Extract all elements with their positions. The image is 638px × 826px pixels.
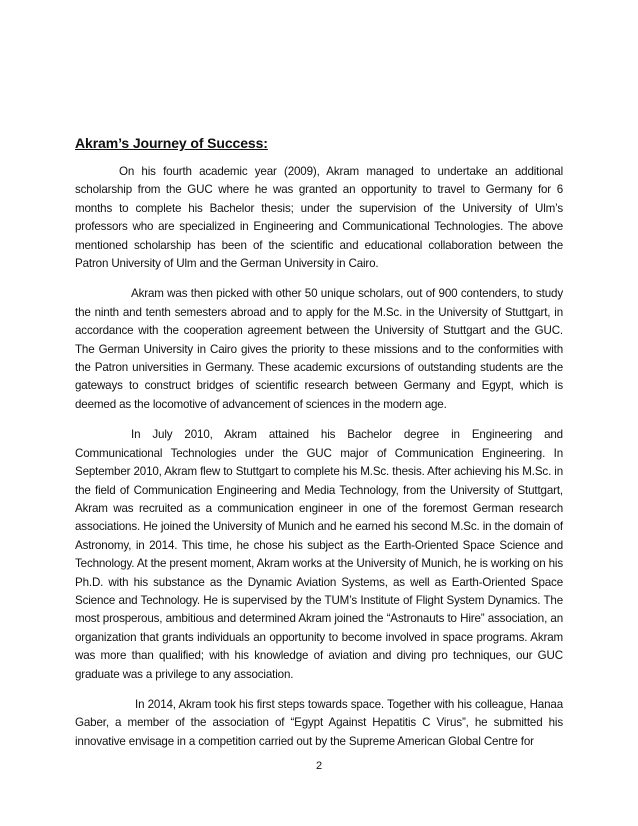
body-text [75, 163, 563, 763]
paragraph-stuttgart-selection: Akram was then picked with other 50 unique scholars, out of 900 contenders, to study the ninth and tenth semesters abroad and to apply for the M.Sc. in the University of Stuttgart, in accordance with the cooperation agreement between the University of Stuttgart and the GUC. The German University in Cairo gives the priority to these missions and to the conformities with the Patron universities in Germany. These academic excursions of outstanding students are the gateways to construct bridges of scientific research between Germany and Egypt, which is deemed as the locomotive of advancement of sciences in the modern age. [75, 287, 563, 411]
page-number: 2 [315, 760, 323, 772]
paragraph-degrees-career: In July 2010, Akram attained his Bachelor degree in Engineering and Communicational Technologies under the GUC major of Communication Engineering. In September 2010, Akram flew to Stuttgart to complete his M.Sc. thesis. After achieving his M.Sc. in the field of Communication Engineering and Media Technology, from the University of Stuttgart, Akram was recruited as a communication engineer in one of the foremost German research associations. He joined the University of Munich and he earned his second M.Sc. in the domain of Astronomy, in 2014. This time, he chose his subject as the Earth-Oriented Space Science and Technology. At the present moment, Akram works at the University of Munich, he is working on his Ph.D. with his substance as the Dynamic Aviation Systems, as well as Earth-Oriented Space Science and Technology. He is supervised by the TUM’s Institute of Flight System Dynamics. The most prosperous, ambitious and determined Akram joined the “Astronauts to Hire” association, an organization that grants individuals an opportunity to become involved in space programs. Akram was more than qualified; with his knowledge of aviation and diving pro techniques, our GUC graduate was a privilege to any association. [75, 428, 563, 681]
section-title: Akram’s Journey of Success: [75, 135, 268, 151]
paragraph-space-steps: In 2014, Akram took his first steps towards space. Together with his colleague, Hanaa Gaber, a member of the association of “Egypt Against Hepatitis C Virus”, he submitted his innovative envisage in a competition carried out by the Supreme American Global Centre for [75, 697, 563, 748]
paragraph-scholarship-ulm: On his fourth academic year (2009), Akram managed to undertake an additional scholarship from the GUC where he was granted an opportunity to travel to Germany for 6 months to complete his Bachelor thesis; under the supervision of the University of Ulm’s professors who are specialized in Engineering and Communicational Technologies. The above mentioned scholarship has been of the scientific and educational collaboration between the Patron University of Ulm and the German University in Cairo. [75, 165, 563, 271]
